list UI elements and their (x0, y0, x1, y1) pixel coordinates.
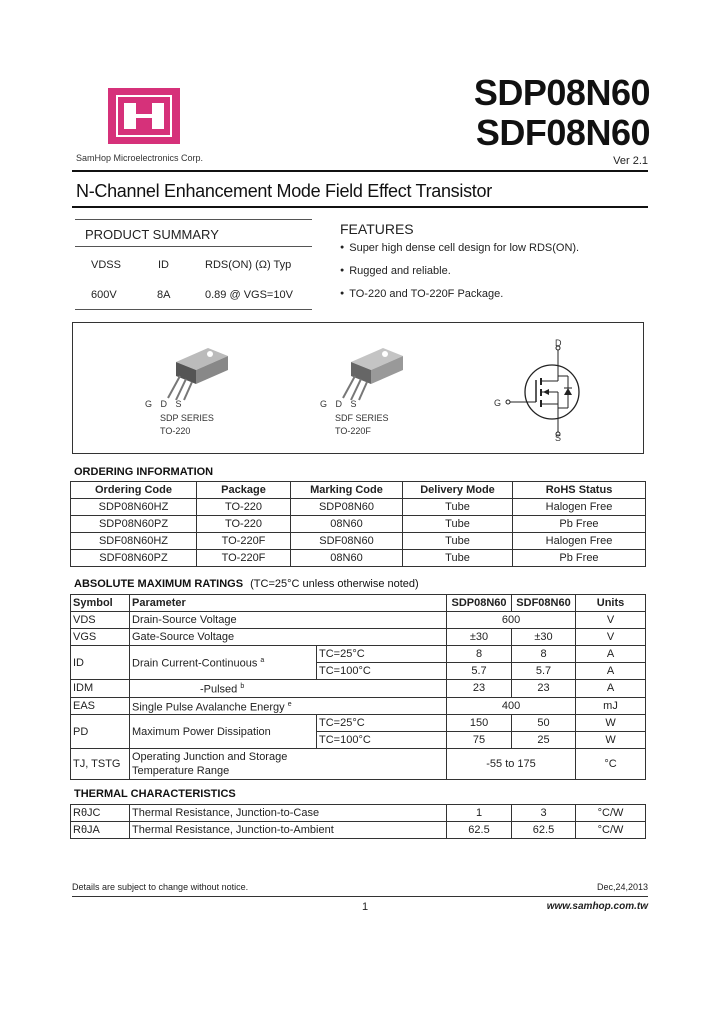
table-row: VGS Gate-Source Voltage ±30 ±30 V (71, 629, 646, 646)
ordering-table (70, 481, 646, 567)
pkg2-series: SDF SERIES (335, 413, 389, 423)
pkg2-pins: G D S (320, 399, 360, 409)
feature-item: ● Rugged and reliable. (340, 265, 451, 277)
summary-header-vdss: VDSS (91, 259, 121, 271)
to220f-package-icon (335, 340, 415, 402)
ratings-condition: (TC=25°C unless otherwise noted) (250, 578, 419, 590)
part-number-2: SDF08N60 (475, 112, 650, 153)
summary-header-id: ID (158, 259, 169, 271)
table-row: SDP08N60PZ TO-220 08N60 Tube Pb Free (71, 516, 646, 533)
product-summary-title: PRODUCT SUMMARY (85, 227, 219, 242)
table-row: EAS Single Pulse Avalanche Energy $^e$ 400 mJ (71, 697, 646, 715)
thermal-title: THERMAL CHARACTERISTICS (74, 788, 236, 800)
ratings-title: ABSOLUTE MAXIMUM RATINGS (TC=25°C unless otherwise noted) (74, 578, 419, 590)
company-name: SamHop Microelectronics Corp. (76, 153, 204, 163)
divider (72, 170, 648, 172)
summary-value-vdss: 600V (91, 289, 117, 301)
ordering-title: ORDERING INFORMATION (74, 466, 214, 478)
feature-item: ● Super high dense cell design for low RDS(ON). (340, 242, 579, 254)
divider (72, 206, 648, 208)
release-date: Dec,24,2013 (596, 882, 648, 892)
part-number-1: SDP08N60 (473, 72, 650, 113)
disclaimer: Details are subject to change without notice. (72, 882, 249, 892)
table-header-row: Symbol Parameter SDP08N60 SDF08N60 Units (71, 595, 646, 612)
divider (75, 246, 312, 247)
table-row: SDF08N60HZ TO-220F SDF08N60 Tube Halogen Free (71, 533, 646, 550)
table-row: ID Drain Current-Continuous $^a$ TC=25°C 8 8 A (71, 646, 646, 663)
drain-label: D (555, 338, 562, 348)
table-row: TC=100°C 75 25 W (71, 732, 646, 749)
company-logo (108, 88, 180, 144)
to220-package-icon (160, 340, 240, 402)
page-number: 1 (362, 901, 369, 913)
table-row: PD Maximum Power Dissipation TC=25°C 150 50 W (71, 715, 646, 732)
table-row: RθJA Thermal Resistance, Junction-to-Ambient 62.5 62.5 °C/W (71, 822, 646, 839)
divider (72, 896, 648, 897)
ratings-table (70, 594, 646, 780)
mosfet-symbol-icon (500, 340, 590, 444)
pkg1-type: TO-220 (160, 426, 191, 436)
page-title: N-Channel Enhancement Mode Field Effect Transistor (76, 181, 492, 201)
pkg1-series: SDP SERIES (160, 413, 214, 423)
gate-label: G (494, 398, 502, 408)
features-title: FEATURES (340, 221, 414, 237)
table-row: VDS Drain-Source Voltage 600 V (71, 612, 646, 629)
table-row: RθJC Thermal Resistance, Junction-to-Case 1 3 °C/W (71, 805, 646, 822)
pkg2-type: TO-220F (335, 426, 371, 436)
thermal-table (70, 804, 646, 839)
summary-value-rds: 0.89 @ VGS=10V (205, 289, 293, 301)
table-row: TJ, TSTG Operating Junction and Storage Temperature Range -55 to 175 °C (71, 749, 646, 780)
table-row: IDM -Pulsed $^b$ 23 23 A (71, 680, 646, 698)
table-header-row: Ordering Code Package Marking Code Delivery Mode RoHS Status (71, 482, 646, 499)
table-row: TC=100°C 5.7 5.7 A (71, 663, 646, 680)
website-link[interactable]: www.samhop.com.tw (546, 901, 648, 912)
feature-item: ● TO-220 and TO-220F Package. (340, 288, 503, 300)
pkg1-pins: G D S (145, 399, 185, 409)
table-row: SDP08N60HZ TO-220 SDP08N60 Tube Halogen Free (71, 499, 646, 516)
version: Ver 2.1 (613, 155, 648, 167)
table-row: SDF08N60PZ TO-220F 08N60 Tube Pb Free (71, 550, 646, 567)
summary-value-id: 8A (157, 289, 171, 301)
summary-header-rds: RDS(ON) (Ω) Typ (205, 259, 292, 271)
source-label: S (555, 433, 562, 443)
